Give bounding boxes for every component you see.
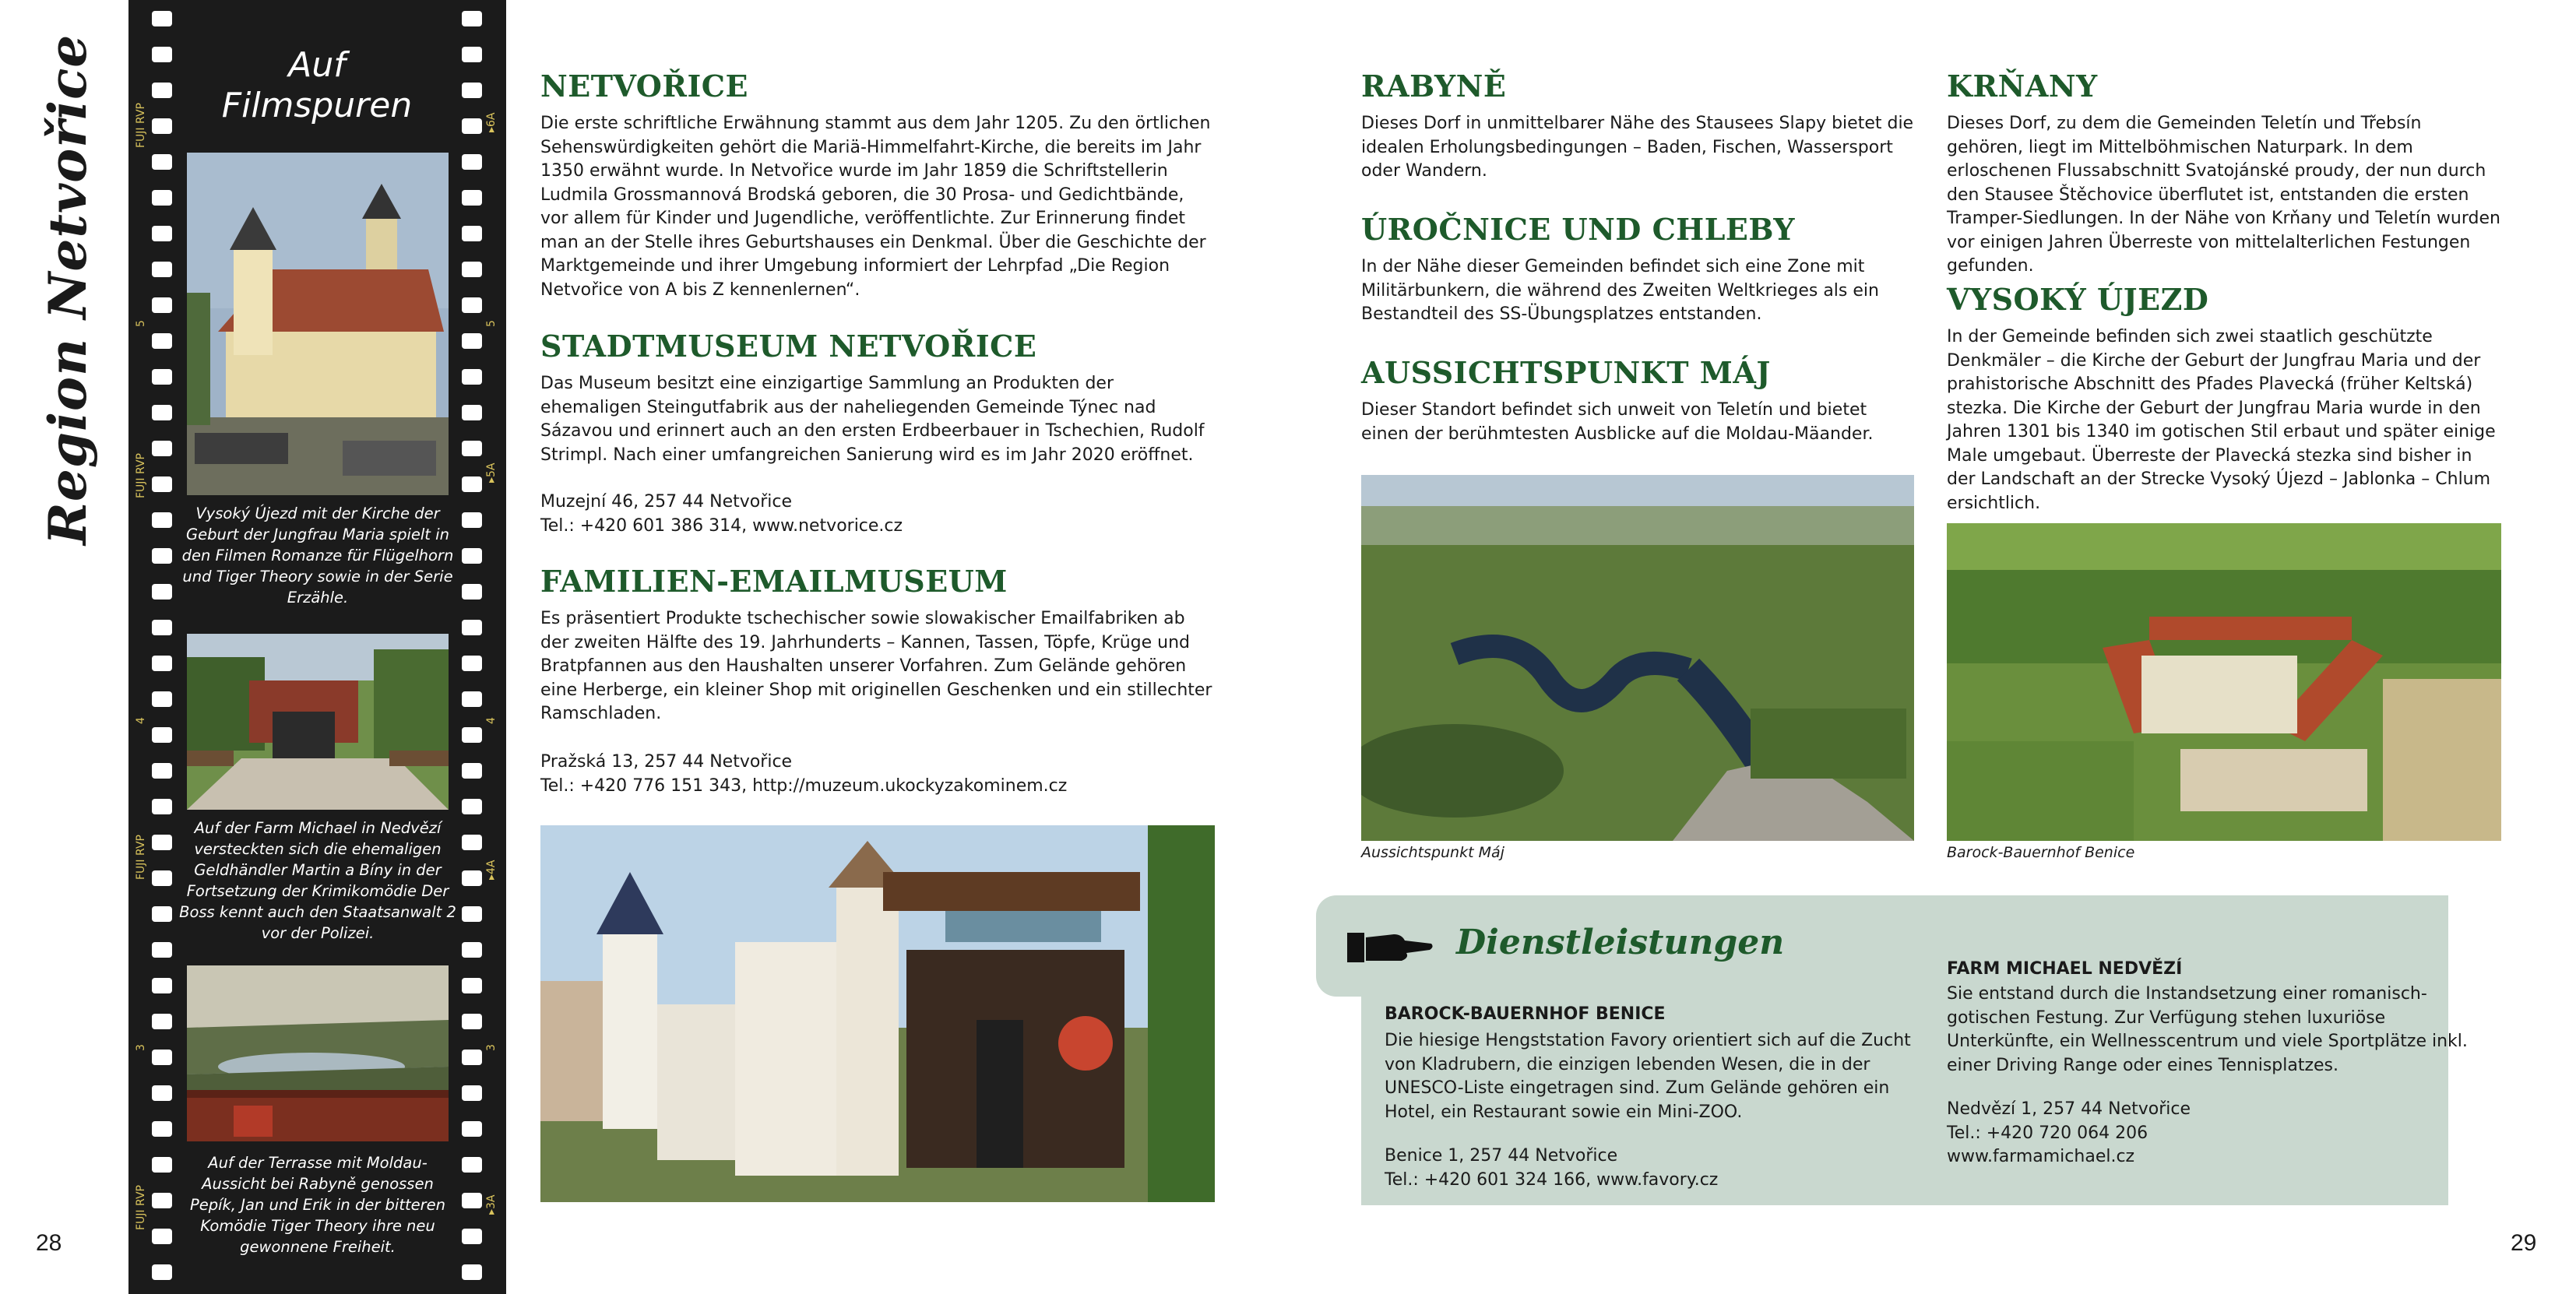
film-sprocket-hole <box>462 1085 482 1101</box>
film-sprocket-hole <box>462 1014 482 1029</box>
page-number-left: 28 <box>36 1230 62 1256</box>
services-farm-address <box>1947 1098 2492 1169</box>
film-edge-label: FUJI RVP <box>135 103 147 148</box>
heading-krnany: KRŇANY <box>1947 69 2098 104</box>
text-aussichtspunkt-maj: Dieser Standort befindet sich unweit von Teletín und bietet einen der berühmtesten Ausblicke auf die Moldau-Mäander. <box>1361 400 1874 444</box>
film-sprocket-hole <box>152 47 172 62</box>
film-sprocket-hole <box>462 906 482 922</box>
film-sprocket-hole <box>152 978 172 993</box>
film-sprocket-hole <box>152 333 172 349</box>
film-sprocket-hole <box>152 405 172 420</box>
film-sprocket-hole <box>152 727 172 743</box>
film-sprocket-hole <box>152 1085 172 1101</box>
text-krnany: Dieses Dorf, zu dem die Gemeinden Teletín und Třebsín gehören, liegt im Mittelböhmischen Naturpark. In dem erloschenen Flussabschnitt Svatojánské proudy, der nun durch den Stausee Štěchovice überflutet ist, entstanden die ersten Tramper-Siedlungen. In der Nähe von Krňany und Teletín wurden vor einigen Jahren Überreste von mittelalterlichen Festungen gefunden. <box>1947 114 2500 276</box>
heading-urocnice: ÚROČNICE UND CHLEBY <box>1361 212 1795 247</box>
film-sprocket-hole <box>152 118 172 134</box>
film-edge-label: FUJI RVP <box>135 1185 147 1230</box>
film-sprocket-hole <box>462 1193 482 1208</box>
address-line: Nedvězí 1, 257 44 Netvořice <box>1947 1099 2191 1119</box>
film-caption-1: Vysoký Újezd mit der Kirche der Geburt der Jungfrau Maria spielt in den Filmen Romanze für Flügelhorn und Tiger Theory sowie in der Serie Erzähle. <box>181 505 454 607</box>
services-benice-heading: BAROCK-BAUERNHOF BENICE <box>1385 1004 1666 1024</box>
film-sprocket-hole <box>152 441 172 456</box>
film-frame-mark: ▸3A <box>485 1194 498 1215</box>
film-sprocket-hole <box>462 1121 482 1137</box>
heading-rabyne: RABYNĚ <box>1361 69 1507 104</box>
website-line: www.farmamichael.cz <box>1947 1147 2135 1166</box>
film-sprocket-hole <box>462 870 482 886</box>
film-sprocket-hole <box>152 763 172 779</box>
film-sprocket-hole <box>462 83 482 98</box>
film-caption-2: Auf der Farm Michael in Nedvězí versteckten sich die ehemaligen Geldhändler Martin a Bíny in der Fortsetzung der Krimikomödie Der Boss kennt auch den Staatsanwalt 2 vor der Polizei. <box>179 819 456 942</box>
heading-netvorice: NETVOŘICE <box>540 69 748 104</box>
film-frame-mark: 5 <box>485 320 498 327</box>
services-benice-text: Die hiesige Hengststation Favory orientiert sich auf die Zucht von Kladrubern, die einzigen lebenden Wesen, die in der UNESCO-Liste eingetragen sind. Zum Gelände gehören ein Hotel, ein Restaurant sowie ein Mini-ZOO. <box>1385 1031 1911 1122</box>
film-sprocket-hole <box>462 691 482 707</box>
film-sprocket-hole <box>462 942 482 958</box>
page-number-right: 29 <box>2511 1230 2537 1256</box>
film-sprocket-hole <box>462 1229 482 1244</box>
services-farm-text: Sie entstand durch die Instandsetzung einer romanisch-gotischen Festung. Zur Verfügung stehen luxuriöse Unterkünfte, ein Wellnesscentrum und viele Sportplätze inkl. einer Driving Range oder eines Tennisplatzes. <box>1947 984 2468 1075</box>
film-sprocket-hole <box>462 1264 482 1280</box>
text-emailmuseum: Es präsentiert Produkte tschechischer sowie slowakischer Emailfabriken ab der zweiten Hälfte des 19. Jahrhunderts – Kannen, Tassen, Töpfe, Krüge und Bratpfannen aus den Haushalten unserer Vorfahren. Zum Gelände gehören eine Herberge, ein kleiner Shop mit originellen Geschenken und ein stillechter Ramschladen. <box>540 609 1212 723</box>
text-stadtmuseum: Das Museum besitzt eine einzigartige Sammlung an Produkten der ehemaligen Steingutfabrik aus der naheliegenden Gemeinde Týnec nad Sázavou und erinnert auch an den ersten Erdbeerbauer in Tschechien, Rudolf Strimpl. Nach einer umfangreichen Sanierung wird es im Jahr 2020 eröffnet. <box>540 374 1205 465</box>
film-sprocket-hole <box>462 548 482 564</box>
contact-line: Tel.: +420 601 324 166, www.favory.cz <box>1385 1169 1719 1190</box>
film-sprocket-hole <box>152 1121 172 1137</box>
film-sprocket-hole <box>462 620 482 635</box>
film-sprocket-hole <box>462 584 482 600</box>
services-title: Dienstleistungen <box>1456 923 1785 962</box>
film-frame-mark: ▸4A <box>485 860 498 880</box>
address-line: Pražská 13, 257 44 Netvořice <box>540 752 793 772</box>
film-edge-label: FUJI RVP <box>135 453 147 498</box>
film-frame-mark: ▸5A <box>485 462 498 483</box>
film-sprocket-hole <box>152 262 172 277</box>
film-sprocket-hole <box>462 799 482 814</box>
photo-farm-michael <box>187 634 449 810</box>
film-sprocket-hole <box>462 226 482 241</box>
film-frame-mark: 4 <box>485 717 498 724</box>
film-sprocket-hole <box>462 297 482 313</box>
film-sprocket-hole <box>152 190 172 206</box>
film-sprocket-hole <box>462 118 482 134</box>
film-sprocket-hole <box>152 799 172 814</box>
heading-stadtmuseum: STADTMUSEUM NETVOŘICE <box>540 329 1037 364</box>
services-benice-address <box>1385 1145 1930 1192</box>
film-sprocket-hole <box>152 1050 172 1065</box>
film-sprocket-hole <box>462 512 482 528</box>
film-frame-mark: 4 <box>135 717 147 724</box>
caption-aussichtspunkt-maj: Aussichtspunkt Máj <box>1361 844 1504 861</box>
film-sprocket-hole <box>462 656 482 671</box>
contact-line: Tel.: +420 601 386 314, www.netvorice.cz <box>540 515 903 536</box>
film-sprocket-hole <box>462 154 482 170</box>
address-line: Benice 1, 257 44 Netvořice <box>1385 1146 1618 1166</box>
film-sprocket-hole <box>152 870 172 886</box>
film-frame-mark: 5 <box>135 320 147 327</box>
film-sprocket-hole <box>152 226 172 241</box>
text-urocnice: In der Nähe dieser Gemeinden befindet sich eine Zone mit Militärbunkern, die während des Zweiten Weltkrieges als ein Bestandteil des SS-Übungsplatzes entstanden. <box>1361 257 1879 324</box>
film-sprocket-hole <box>462 262 482 277</box>
film-sprocket-hole <box>462 727 482 743</box>
film-sprocket-hole <box>152 906 172 922</box>
film-frame-mark: 3 <box>135 1044 147 1051</box>
film-sprocket-hole <box>462 1050 482 1065</box>
photo-church-vysoky-ujezd <box>187 153 449 495</box>
film-sprocket-hole <box>152 942 172 958</box>
film-sprocket-hole <box>152 584 172 600</box>
film-sprocket-hole <box>152 835 172 850</box>
film-sprocket-hole <box>462 190 482 206</box>
heading-vysoky-ujezd: VYSOKÝ ÚJEZD <box>1947 282 2209 317</box>
film-sprocket-hole <box>152 154 172 170</box>
services-farm-heading: FARM MICHAEL NEDVĚZÍ <box>1947 959 2183 979</box>
address-emailmuseum <box>540 751 1215 798</box>
address-line: Muzejní 46, 257 44 Netvořice <box>540 492 793 512</box>
film-sprocket-hole <box>152 11 172 26</box>
contact-line: Tel.: +420 720 064 206 <box>1947 1123 2148 1143</box>
film-caption-3: Auf der Terrasse mit Moldau-Aussicht bei Rabyně genossen Pepík, Jan und Erik in der bitteren Komödie Tiger Theory ihre neu gewonnene Freiheit. <box>189 1154 446 1256</box>
caption-barock-bauernhof-benice: Barock-Bauernhof Benice <box>1947 844 2135 861</box>
heading-emailmuseum: FAMILIEN-EMAILMUSEUM <box>540 564 1008 599</box>
film-sprocket-hole <box>462 835 482 850</box>
heading-aussichtspunkt-maj: AUSSICHTSPUNKT MÁJ <box>1361 355 1771 390</box>
film-sprocket-hole <box>152 512 172 528</box>
film-sprocket-hole <box>152 1229 172 1244</box>
film-sprocket-hole <box>152 656 172 671</box>
film-sprocket-hole <box>462 11 482 26</box>
film-sprocket-hole <box>462 763 482 779</box>
film-sprocket-hole <box>152 1157 172 1173</box>
film-sprocket-hole <box>152 1264 172 1280</box>
film-frame-mark: 3 <box>485 1044 498 1051</box>
film-sprocket-hole <box>152 620 172 635</box>
film-sprocket-hole <box>462 1157 482 1173</box>
film-sprocket-hole <box>152 297 172 313</box>
photo-emailmuseum <box>540 825 1215 1202</box>
film-sprocket-hole <box>152 691 172 707</box>
film-sprocket-hole <box>152 83 172 98</box>
hand-icon <box>1347 927 1434 970</box>
photo-barock-bauernhof-benice <box>1947 523 2501 841</box>
text-vysoky-ujezd: In der Gemeinde befinden sich zwei staatlich geschützte Denkmäler – die Kirche der Geburt der Jungfrau Maria und der prahistorische Abschnitt des Pfades Plavecká (früher Keltská) stezka. Die Kirche der Geburt der Jungfrau Maria wurde in den Jahren 1301 bis 1340 im gotischen Stil erbaut und später einige Male umgebaut. Überreste der Plavecká stezka sind bisher in der Landschaft an der Strecke Vysoký Újezd – Jablonka – Chlum ersichtlich. <box>1947 327 2496 513</box>
film-sprocket-hole <box>462 476 482 492</box>
contact-line: Tel.: +420 776 151 343, http://muzeum.ukockyzakominem.cz <box>540 775 1068 796</box>
text-rabyne: Dieses Dorf in unmittelbarer Nähe des Stausees Slapy bietet die idealen Erholungsbedingungen – Baden, Fischen, Wassersport oder Wandern. <box>1361 114 1914 181</box>
film-sprocket-hole <box>152 369 172 385</box>
photo-terrace-rabyne <box>187 965 449 1141</box>
film-sprocket-hole <box>462 333 482 349</box>
photo-aussichtspunkt-maj <box>1361 475 1914 841</box>
text-netvorice: Die erste schriftliche Erwähnung stammt aus dem Jahr 1205. Zu den örtlichen Sehenswürdigkeiten gehört die Mariä-Himmelfahrt-Kirche, die bereits im Jahr 1350 erwähnt wurde. In Netvořice wurde im Jahr 1859 die Schriftstellerin Ludmila Grossmannová Brodská geboren, die 30 Prosa- und Gedichtbände, vor allem für Kinder und Jugendliche, veröffentlichte. Zur Erinnerung findet man an der Stelle ihres Geburtshauses ein Denkmal. Über die Geschichte der Marktgemeinde und ihrer Umgebung informiert der Lehrpfad „Die Region Netvořice von A bis Z kennenlernen“. <box>540 114 1211 300</box>
film-sprocket-hole <box>152 548 172 564</box>
address-stadtmuseum <box>540 491 1215 538</box>
film-title: Auf Filmspuren <box>221 45 413 125</box>
film-edge-label: FUJI RVP <box>135 835 147 880</box>
film-sprocket-hole <box>462 978 482 993</box>
film-sprocket-hole <box>152 476 172 492</box>
film-frame-mark: ▸6A <box>485 112 498 132</box>
film-sprocket-hole <box>462 441 482 456</box>
film-sprocket-hole <box>462 405 482 420</box>
film-sprocket-hole <box>462 47 482 62</box>
film-sprocket-hole <box>152 1014 172 1029</box>
film-sprocket-hole <box>152 1193 172 1208</box>
film-sprocket-hole <box>462 369 482 385</box>
